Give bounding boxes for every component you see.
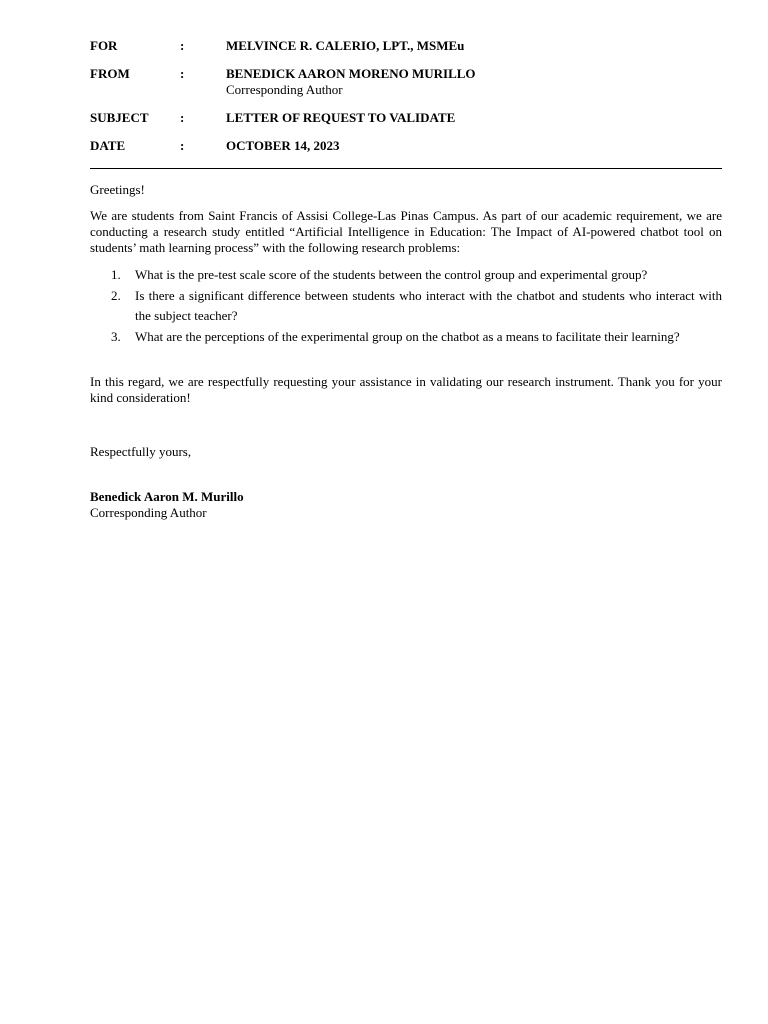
problem-text: Is there a significant difference between students who interact with the chatbot and students who interact with the subject teacher? xyxy=(135,288,722,323)
problem-number: 1. xyxy=(111,267,121,282)
memo-from-value-wrap xyxy=(226,66,722,98)
signature-title: Corresponding Author xyxy=(90,505,207,520)
request-paragraph: In this regard, we are respectfully requesting your assistance in validating our research instrument. Thank you for your kind consideration! xyxy=(90,374,722,405)
problem-text: What is the pre-test scale score of the students between the control group and experimental group? xyxy=(135,267,648,282)
research-problems-list xyxy=(90,265,722,347)
memo-from-colon: : xyxy=(180,66,185,81)
memo-date-label: DATE xyxy=(90,138,126,153)
memo-date-row xyxy=(90,138,722,154)
memo-for-row xyxy=(90,38,722,54)
memo-for-colon: : xyxy=(180,38,185,53)
signature-name: Benedick Aaron M. Murillo xyxy=(90,489,244,504)
list-item xyxy=(90,286,722,326)
header-divider xyxy=(90,168,722,169)
problem-text: What are the perceptions of the experimental group on the chatbot as a means to facilitate their learning? xyxy=(135,329,680,344)
memo-subject-label: SUBJECT xyxy=(90,110,149,125)
memo-subject-colon: : xyxy=(180,110,185,125)
memo-subject-row xyxy=(90,110,722,126)
memo-for-value: MELVINCE R. CALERIO, LPT., MSMEu xyxy=(226,38,465,53)
memo-date-colon: : xyxy=(180,138,185,153)
memo-subject-value: LETTER OF REQUEST TO VALIDATE xyxy=(226,110,456,125)
problem-number: 2. xyxy=(111,288,121,303)
memo-for-label: FOR xyxy=(90,38,118,53)
problem-number: 3. xyxy=(111,329,121,344)
list-item xyxy=(90,265,722,285)
intro-paragraph: We are students from Saint Francis of Assisi College-Las Pinas Campus. As part of our academic requirement, we are conducting a research study entitled “Artificial Intelligence in Education: The Impact of AI-powered chatbot tool on students’ math learning process” with the following research problems: xyxy=(90,208,722,255)
memo-for-value-wrap xyxy=(226,38,722,54)
greeting: Greetings! xyxy=(90,182,145,197)
list-item xyxy=(90,327,722,347)
letter-page xyxy=(90,38,722,521)
memo-from-subvalue: Corresponding Author xyxy=(226,82,343,97)
memo-date-value: OCTOBER 14, 2023 xyxy=(226,138,340,153)
memo-from-value: BENEDICK AARON MORENO MURILLO xyxy=(226,66,476,81)
closing-line: Respectfully yours, xyxy=(90,444,192,459)
memo-subject-value-wrap xyxy=(226,110,722,126)
memo-from-row xyxy=(90,66,722,98)
memo-from-label: FROM xyxy=(90,66,130,81)
memo-date-value-wrap xyxy=(226,138,722,154)
